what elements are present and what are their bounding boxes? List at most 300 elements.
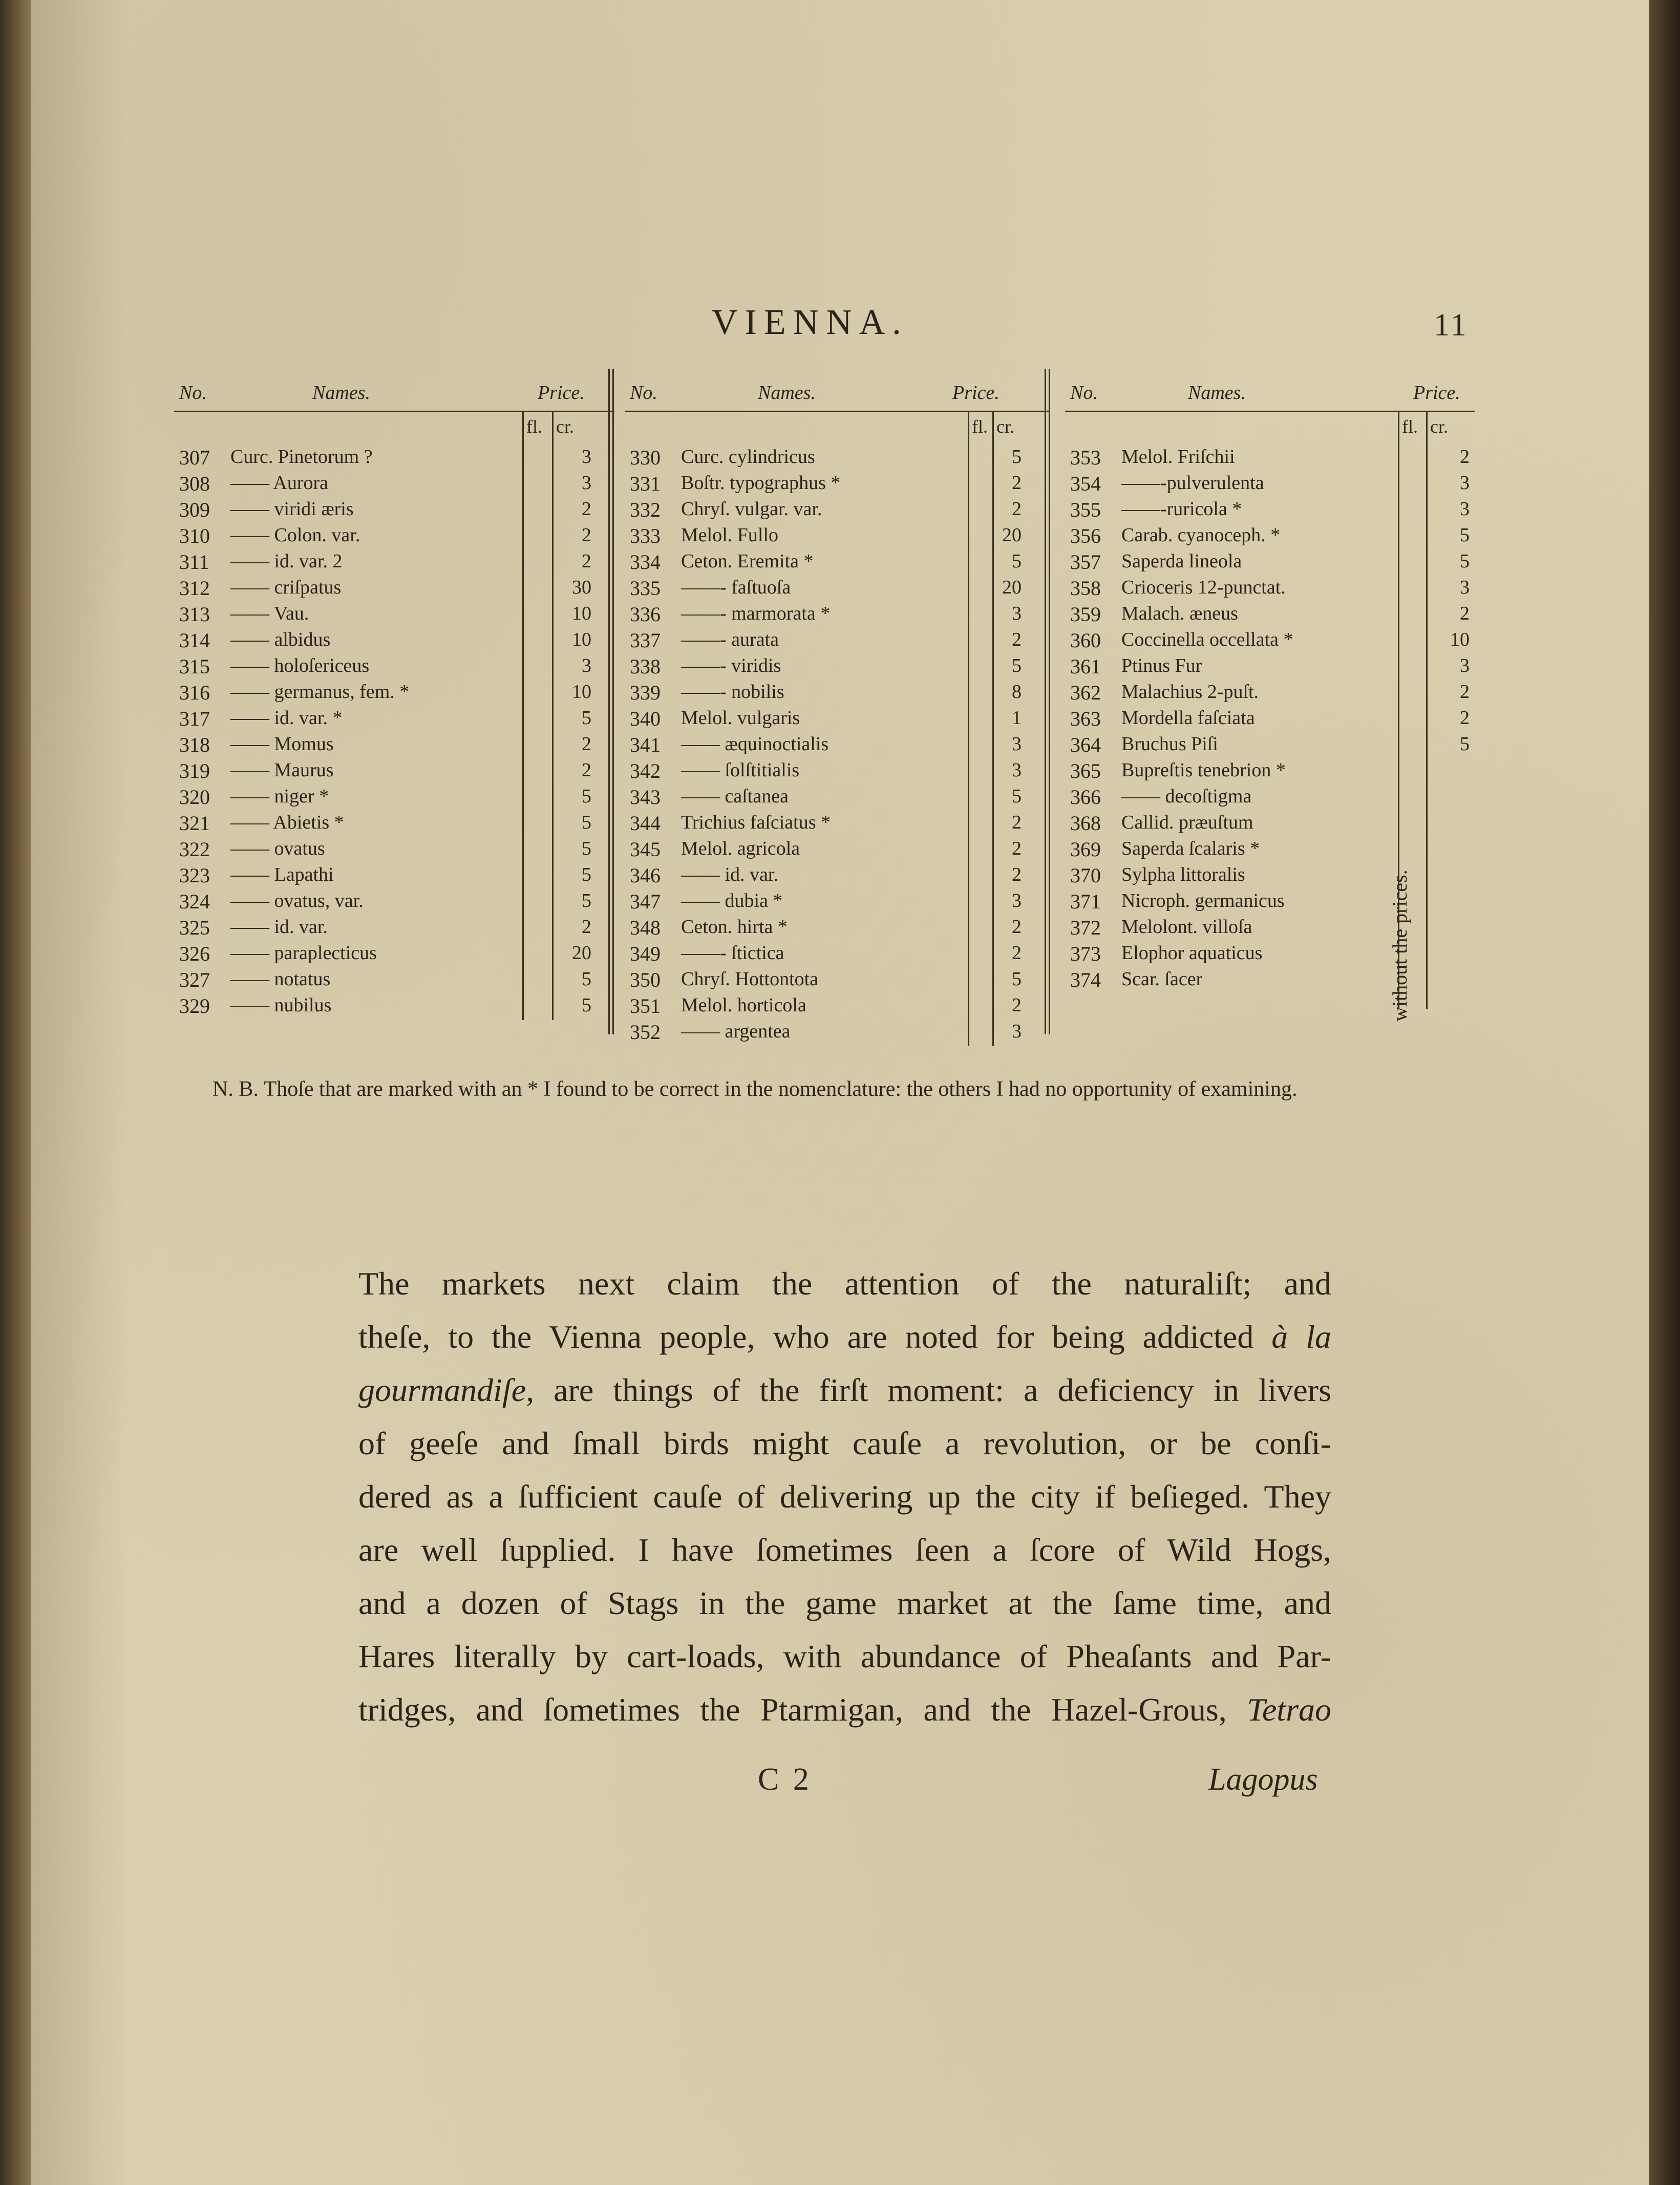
text-line: [358, 1478, 1331, 1529]
table-row: [174, 916, 614, 942]
specimen-name: Melol. Friſchii: [1121, 446, 1235, 468]
table-row: [1065, 889, 1475, 916]
header-rule: [1065, 411, 1475, 412]
price-kreuzer: 3: [582, 472, 591, 494]
price-kreuzer: 5: [582, 968, 591, 990]
text-line: [358, 1371, 1331, 1423]
table-row: [174, 654, 614, 681]
table-column-2: [625, 374, 1050, 1060]
specimen-number: 320: [179, 786, 210, 809]
specimen-name: Trichius faſciatus *: [681, 812, 831, 833]
table-row: [174, 628, 614, 655]
specimen-number: 365: [1070, 759, 1101, 782]
price-kreuzer: 2: [1012, 472, 1022, 494]
specimen-name: —— Lapathi: [230, 864, 334, 885]
specimen-number: 359: [1070, 603, 1101, 626]
table-row: [1065, 550, 1475, 577]
price-kreuzer: 2: [1012, 838, 1022, 859]
price-kreuzer: 3: [1460, 472, 1470, 494]
table-row: [1065, 863, 1475, 890]
specimen-name: —— germanus, fem. *: [230, 681, 410, 703]
specimen-number: 366: [1070, 786, 1101, 809]
line-text: The markets next claim the attention of the naturaliſt; and: [358, 1265, 1331, 1302]
specimen-number: 334: [630, 550, 661, 574]
specimen-number: 344: [630, 812, 661, 835]
table-row: [625, 889, 1050, 916]
specimen-name: Elophor aquaticus: [1121, 942, 1263, 964]
table-row: [625, 498, 1050, 524]
table-row: [174, 498, 614, 524]
specimen-name: Bruchus Piſi: [1121, 733, 1218, 755]
specimen-number: 358: [1070, 577, 1101, 600]
specimen-name: Callid. præuſtum: [1121, 812, 1253, 833]
specimen-name: Chryſ. Hottontota: [681, 968, 819, 990]
specimen-number: 369: [1070, 838, 1101, 861]
specimen-number: 340: [630, 707, 661, 730]
specimen-price-table: [174, 374, 1475, 1060]
line-text: are well ſupplied. I have ſometimes ſeen a ſcore of Wild Hogs,: [358, 1532, 1331, 1568]
specimen-number: 312: [179, 577, 210, 600]
table-row: [174, 733, 614, 759]
price-kreuzer: 5: [582, 812, 591, 833]
table-row: [174, 707, 614, 733]
price-kreuzer: 3: [1012, 733, 1022, 755]
specimen-number: 318: [179, 733, 210, 756]
table-row: [1065, 498, 1475, 524]
col-header-names: Names.: [758, 382, 816, 404]
specimen-number: 324: [179, 890, 210, 913]
specimen-name: Melol. Fullo: [681, 524, 779, 546]
price-kreuzer: 2: [1460, 681, 1470, 703]
price-kreuzer: 2: [1012, 864, 1022, 885]
specimen-number: 326: [179, 942, 210, 965]
price-kreuzer: 5: [582, 994, 591, 1016]
unit-kreuzer: cr.: [1430, 416, 1448, 437]
specimen-name: —— decoſtigma: [1121, 786, 1252, 807]
specimen-name: Scar. ſacer: [1121, 968, 1203, 990]
specimen-number: 316: [179, 681, 210, 704]
price-kreuzer: 3: [1460, 577, 1470, 598]
table-row: [174, 994, 614, 1021]
table-row: [1065, 733, 1475, 759]
specimen-number: 309: [179, 498, 210, 521]
specimen-number: 345: [630, 838, 661, 861]
table-row: [1065, 811, 1475, 838]
specimen-name: Ceton. Eremita *: [681, 550, 814, 572]
specimen-number: 355: [1070, 498, 1101, 521]
specimen-name: Ceton. hirta *: [681, 916, 788, 938]
specimen-name: Melol. agricola: [681, 838, 800, 859]
specimen-number: 362: [1070, 681, 1101, 704]
specimen-name: —— dubia *: [681, 890, 783, 911]
specimen-number: 333: [630, 524, 661, 547]
price-kreuzer: 5: [1460, 550, 1470, 572]
specimen-number: 352: [630, 1021, 661, 1044]
table-row: [174, 785, 614, 812]
specimen-number: 322: [179, 838, 210, 861]
italic-phrase: Tetrao: [1247, 1691, 1331, 1728]
specimen-name: Crioceris 12-punctat.: [1121, 577, 1286, 598]
table-row: [174, 576, 614, 603]
specimen-name: ——-ruricola *: [1121, 498, 1242, 520]
table-row: [174, 472, 614, 498]
table-row: [174, 759, 614, 786]
unit-florin: fl.: [1402, 416, 1418, 437]
line-text: of geeſe and ſmall birds might cauſe a revolution, or be conſi-: [358, 1425, 1331, 1461]
specimen-number: 356: [1070, 524, 1101, 547]
specimen-name: —— albidus: [230, 629, 331, 650]
price-kreuzer: 20: [1002, 524, 1022, 546]
table-row: [625, 576, 1050, 603]
price-kreuzer: 2: [582, 759, 591, 781]
specimen-name: Chryſ. vulgar. var.: [681, 498, 822, 520]
specimen-number: 313: [179, 603, 210, 626]
specimen-name: Nicroph. germanicus: [1121, 890, 1285, 911]
price-kreuzer: 1: [1012, 707, 1022, 729]
book-binding: [0, 0, 31, 2185]
header-rule: [625, 411, 1050, 412]
table-row: [625, 707, 1050, 733]
header-rule: [174, 411, 614, 412]
specimen-number: 350: [630, 968, 661, 991]
table-row: [625, 733, 1050, 759]
table-row: [625, 916, 1050, 942]
specimen-number: 348: [630, 916, 661, 939]
price-kreuzer: 2: [582, 524, 591, 546]
line-text: are things of the firſt moment: a deficiency in livers: [534, 1372, 1331, 1408]
table-row: [174, 524, 614, 550]
table-row: [1065, 654, 1475, 681]
price-kreuzer: 3: [1012, 1021, 1022, 1042]
italic-phrase: à la: [1271, 1319, 1332, 1355]
specimen-number: 361: [1070, 655, 1101, 678]
specimen-name: Melol. horticola: [681, 994, 806, 1016]
table-row: [1065, 968, 1475, 994]
specimen-name: Malach. æneus: [1121, 603, 1238, 624]
table-row: [625, 837, 1050, 864]
specimen-name: —— Abietis *: [230, 812, 344, 833]
table-row: [1065, 576, 1475, 603]
specimen-name: —— id. var. 2: [230, 550, 343, 572]
price-kreuzer: 20: [1002, 577, 1022, 598]
specimen-number: 323: [179, 864, 210, 887]
specimen-name: —— id. var.: [230, 916, 328, 938]
specimen-number: 349: [630, 942, 661, 965]
specimen-number: 332: [630, 498, 661, 521]
table-row: [625, 968, 1050, 994]
line-text: theſe, to the Vienna people, who are noted for being addicted: [358, 1319, 1272, 1355]
table-row: [625, 994, 1050, 1021]
specimen-number: 307: [179, 446, 210, 469]
specimen-number: 339: [630, 681, 661, 704]
text-line: [358, 1531, 1331, 1582]
text-line: [358, 1691, 1331, 1742]
table-row: [1065, 707, 1475, 733]
signature-mark: C 2: [758, 1762, 812, 1797]
unit-kreuzer: cr.: [556, 416, 574, 437]
price-kreuzer: 5: [1012, 446, 1022, 468]
specimen-name: —— ſolſtitialis: [681, 759, 800, 781]
price-kreuzer: 30: [572, 577, 591, 598]
table-row: [625, 681, 1050, 707]
price-kreuzer: 10: [572, 681, 591, 703]
table-row: [1065, 837, 1475, 864]
table-row: [625, 863, 1050, 890]
specimen-name: —— notatus: [230, 968, 331, 990]
specimen-number: 314: [179, 629, 210, 652]
unit-florin: fl.: [972, 416, 988, 437]
col-header-no: No.: [630, 382, 657, 404]
price-kreuzer: 8: [1012, 681, 1022, 703]
specimen-name: Bupreſtis tenebrion *: [1121, 759, 1286, 781]
col-header-no: No.: [1070, 382, 1098, 404]
price-kreuzer: 3: [1012, 759, 1022, 781]
specimen-number: 310: [179, 524, 210, 547]
price-kreuzer: 5: [1012, 550, 1022, 572]
price-kreuzer: 10: [1450, 629, 1470, 650]
line-text: and a dozen of Stags in the game market at the ſame time, and: [358, 1585, 1331, 1621]
text-line: [358, 1265, 1331, 1316]
price-kreuzer: 3: [1012, 890, 1022, 911]
specimen-name: Curc. Pinetorum ?: [230, 446, 373, 468]
italic-phrase: gourmandiſe,: [358, 1372, 535, 1408]
price-kreuzer: 2: [1460, 707, 1470, 729]
specimen-number: 354: [1070, 472, 1101, 495]
line-text: tridges, and ſometimes the Ptarmigan, and the Hazel-Grous,: [358, 1691, 1247, 1728]
col-header-price: Price.: [1413, 382, 1460, 404]
specimen-number: 341: [630, 733, 661, 756]
specimen-name: Malachius 2-puſt.: [1121, 681, 1259, 703]
price-kreuzer: 2: [1012, 994, 1022, 1016]
specimen-name: —— caſtanea: [681, 786, 789, 807]
specimen-name: —— Momus: [230, 733, 334, 755]
col-header-price: Price.: [952, 382, 1000, 404]
specimen-number: 327: [179, 968, 210, 991]
specimen-number: 364: [1070, 733, 1101, 756]
specimen-number: 311: [179, 550, 209, 574]
specimen-name: Ptinus Fur: [1121, 655, 1202, 676]
specimen-number: 331: [630, 472, 661, 495]
price-kreuzer: 5: [582, 838, 591, 859]
table-row: [174, 968, 614, 994]
price-kreuzer: 2: [582, 733, 591, 755]
price-kreuzer: 10: [572, 629, 591, 650]
specimen-name: —— Vau.: [230, 603, 309, 624]
table-row: [1065, 524, 1475, 550]
specimen-name: Saperda ſcalaris *: [1121, 838, 1260, 859]
price-kreuzer: 5: [582, 707, 591, 729]
specimen-name: —— id. var.: [681, 864, 778, 885]
specimen-number: 329: [179, 994, 210, 1017]
price-kreuzer: 20: [572, 942, 591, 964]
table-row: [174, 942, 614, 968]
price-kreuzer: 5: [1460, 524, 1470, 546]
specimen-name: —— viridi æris: [230, 498, 354, 520]
specimen-number: 373: [1070, 942, 1101, 965]
book-page: [31, 0, 1649, 2185]
price-kreuzer: 3: [582, 446, 591, 468]
price-kreuzer: 2: [582, 550, 591, 572]
table-row: [625, 654, 1050, 681]
col-header-no: No.: [179, 382, 207, 404]
specimen-name: —— Aurora: [230, 472, 329, 494]
prices-note: without the prices.: [1388, 869, 1411, 1022]
specimen-name: ——- nobilis: [681, 681, 784, 703]
text-line: [358, 1425, 1331, 1476]
specimen-name: Curc. cylindricus: [681, 446, 815, 468]
specimen-name: ——- faſtuoſa: [681, 577, 791, 598]
price-kreuzer: 2: [1012, 812, 1022, 833]
table-column-1: [174, 374, 614, 1060]
price-kreuzer: 3: [1012, 603, 1022, 624]
table-row: [174, 811, 614, 838]
price-kreuzer: 2: [1012, 942, 1022, 964]
col-header-names: Names.: [312, 382, 370, 404]
specimen-name: ——- aurata: [681, 629, 779, 650]
price-kreuzer: 5: [582, 786, 591, 807]
price-kreuzer: 5: [1012, 786, 1022, 807]
specimen-number: 370: [1070, 864, 1101, 887]
table-row: [625, 1020, 1050, 1047]
specimen-name: Melolont. villoſa: [1121, 916, 1252, 938]
table-row: [625, 759, 1050, 786]
specimen-number: 337: [630, 629, 661, 652]
table-row: [1065, 942, 1475, 968]
specimen-name: —— Colon. var.: [230, 524, 360, 546]
price-kreuzer: 5: [1012, 655, 1022, 676]
catchword: Lagopus: [1208, 1762, 1318, 1797]
table-row: [1065, 916, 1475, 942]
price-kreuzer: 2: [1012, 629, 1022, 650]
price-kreuzer: 10: [572, 603, 591, 624]
running-head: VIENNA.: [712, 303, 908, 342]
specimen-name: Carab. cyanoceph. *: [1121, 524, 1281, 546]
specimen-name: ——- ſtictica: [681, 942, 784, 964]
table-row: [1065, 681, 1475, 707]
text-line: [358, 1584, 1331, 1636]
price-kreuzer: 3: [582, 655, 591, 676]
specimen-name: —— nubilus: [230, 994, 332, 1016]
specimen-name: —— ovatus: [230, 838, 325, 859]
table-row: [625, 602, 1050, 629]
specimen-number: 319: [179, 759, 210, 782]
price-kreuzer: 2: [582, 498, 591, 520]
specimen-name: —— id. var. *: [230, 707, 343, 729]
table-row: [1065, 628, 1475, 655]
specimen-number: 321: [179, 812, 210, 835]
specimen-number: 353: [1070, 446, 1101, 469]
specimen-name: ——- marmorata *: [681, 603, 831, 624]
table-row: [174, 446, 614, 472]
price-kreuzer: 2: [1012, 916, 1022, 938]
table-row: [625, 785, 1050, 812]
nomenclature-note: N. B. Thoſe that are marked with an * I found to be correct in the nomenclature: the others I had no opportunity of examining.: [212, 1077, 1298, 1101]
text-line: [358, 1318, 1331, 1369]
specimen-name: ——-pulverulenta: [1121, 472, 1264, 494]
specimen-name: Boſtr. typographus *: [681, 472, 841, 494]
table-column-3: [1065, 374, 1475, 1060]
specimen-number: 317: [179, 707, 210, 730]
specimen-number: 363: [1070, 707, 1101, 730]
table-row: [174, 681, 614, 707]
specimen-name: —— argentea: [681, 1021, 791, 1042]
price-kreuzer: 5: [1012, 968, 1022, 990]
specimen-number: 347: [630, 890, 661, 913]
specimen-name: Mordella faſciata: [1121, 707, 1255, 729]
line-text: dered as a ſufficient cauſe of delivering up the city if beſieged. They: [358, 1478, 1331, 1515]
specimen-name: Saperda lineola: [1121, 550, 1242, 572]
specimen-number: 346: [630, 864, 661, 887]
specimen-number: 360: [1070, 629, 1101, 652]
table-row: [625, 524, 1050, 550]
specimen-name: ——- viridis: [681, 655, 781, 676]
price-kreuzer: 2: [1012, 498, 1022, 520]
table-row: [1065, 602, 1475, 629]
table-row: [625, 942, 1050, 968]
table-row: [625, 446, 1050, 472]
unit-kreuzer: cr.: [996, 416, 1014, 437]
price-kreuzer: 5: [1460, 733, 1470, 755]
col-header-price: Price.: [538, 382, 585, 404]
specimen-number: 338: [630, 655, 661, 678]
line-text: Hares literally by cart-loads, with abundance of Pheaſants and Par-: [358, 1638, 1331, 1674]
specimen-name: —— niger *: [230, 786, 329, 807]
specimen-number: 357: [1070, 550, 1101, 574]
specimen-name: Sylpha littoralis: [1121, 864, 1245, 885]
table-row: [174, 837, 614, 864]
specimen-number: 351: [630, 994, 661, 1017]
specimen-number: 308: [179, 472, 210, 495]
specimen-number: 335: [630, 577, 661, 600]
page-edge: [1649, 0, 1680, 2185]
price-kreuzer: 2: [1460, 603, 1470, 624]
specimen-number: 325: [179, 916, 210, 939]
specimen-number: 371: [1070, 890, 1101, 913]
table-row: [625, 811, 1050, 838]
table-row: [174, 863, 614, 890]
specimen-name: —— Maurus: [230, 759, 334, 781]
specimen-name: —— æquinoctialis: [681, 733, 829, 755]
specimen-number: 374: [1070, 968, 1101, 991]
specimen-name: Melol. vulgaris: [681, 707, 800, 729]
table-row: [174, 889, 614, 916]
table-row: [1065, 472, 1475, 498]
specimen-number: 315: [179, 655, 210, 678]
table-row: [625, 472, 1050, 498]
specimen-number: 330: [630, 446, 661, 469]
price-kreuzer: 3: [1460, 655, 1470, 676]
unit-florin: fl.: [526, 416, 542, 437]
text-line: [358, 1638, 1331, 1689]
col-header-names: Names.: [1188, 382, 1246, 404]
specimen-number: 368: [1070, 812, 1101, 835]
specimen-name: —— criſpatus: [230, 577, 342, 598]
price-kreuzer: 2: [582, 916, 591, 938]
table-row: [174, 550, 614, 577]
specimen-number: 342: [630, 759, 661, 782]
table-row: [1065, 785, 1475, 812]
specimen-name: Coccinella occellata *: [1121, 629, 1293, 650]
table-row: [174, 602, 614, 629]
specimen-number: 372: [1070, 916, 1101, 939]
specimen-number: 343: [630, 786, 661, 809]
price-kreuzer: 5: [582, 864, 591, 885]
price-kreuzer: 5: [582, 890, 591, 911]
specimen-name: —— paraplecticus: [230, 942, 377, 964]
table-row: [625, 628, 1050, 655]
table-row: [1065, 446, 1475, 472]
specimen-number: 336: [630, 603, 661, 626]
